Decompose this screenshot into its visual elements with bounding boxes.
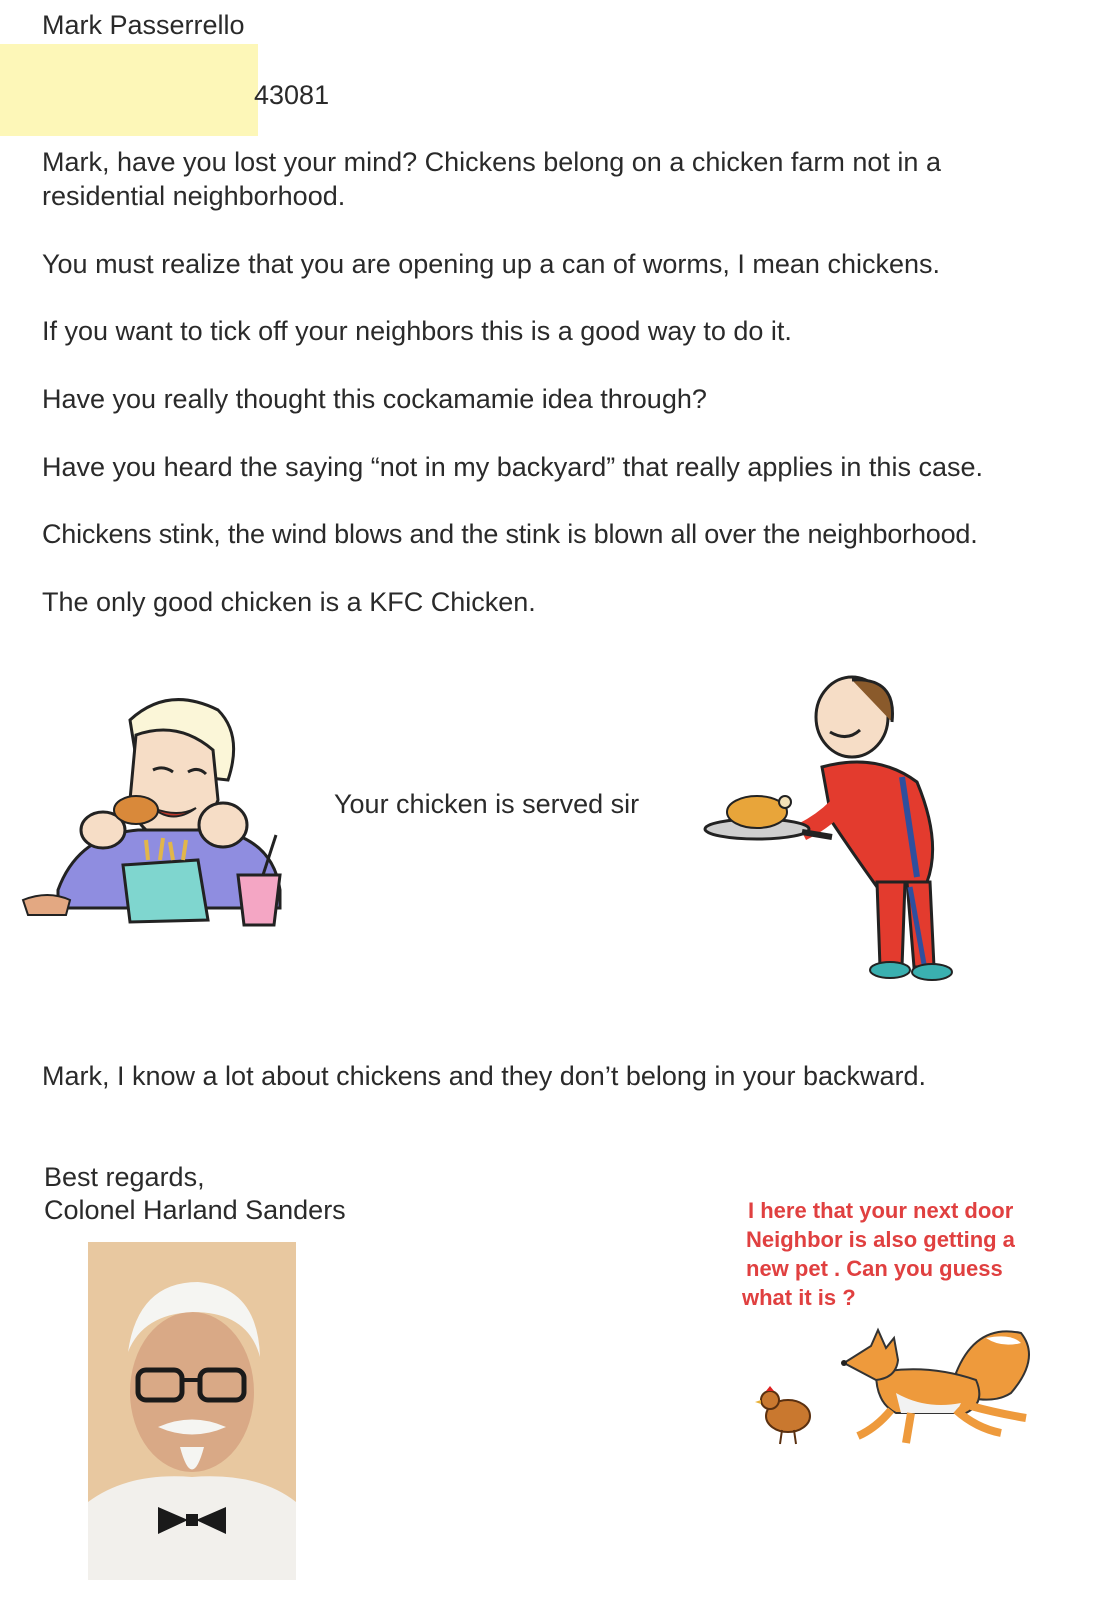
signoff: Best regards, [44, 1162, 205, 1192]
recipient-name: Mark Passerrello [42, 10, 245, 40]
note-line-3: new pet . Can you guess [746, 1256, 1003, 1281]
fox-illustration [836, 1318, 1042, 1450]
note-line-2: Neighbor is also getting a [746, 1227, 1015, 1252]
hen-illustration [750, 1378, 820, 1448]
closing-paragraph: Mark, I know a lot about chickens and they don’t belong in your backward. [42, 1061, 926, 1091]
paragraph-6: Chickens stink, the wind blows and the stink is blown all over the neighborhood. [42, 519, 978, 549]
paragraph-5: Have you heard the saying “not in my backyard” that really applies in this case. [42, 452, 983, 482]
signature: Colonel Harland Sanders [44, 1195, 346, 1225]
paragraph-2: You must realize that you are opening up a can of worms, I mean chickens. [42, 249, 941, 279]
paragraph-1: Mark, have you lost your mind? Chickens belong on a chicken farm not in a residential neighborhood. [42, 147, 941, 211]
paragraph-4: Have you really thought this cockamamie idea through? [42, 384, 707, 414]
man-eating-chicken-illustration [18, 690, 290, 935]
redaction-highlight [0, 44, 258, 136]
recipient-zip: 43081 [254, 80, 330, 110]
paragraph-3: If you want to tick off your neighbors this is a good way to do it. [42, 316, 792, 346]
note-line-1: I here that your next door [748, 1198, 1014, 1223]
served-caption: Your chicken is served sir [334, 789, 640, 819]
colonel-sanders-photo [88, 1242, 296, 1580]
man-serving-chicken-illustration [702, 672, 967, 984]
paragraph-7: The only good chicken is a KFC Chicken. [42, 587, 536, 617]
note-line-4: what it is ? [742, 1285, 856, 1310]
